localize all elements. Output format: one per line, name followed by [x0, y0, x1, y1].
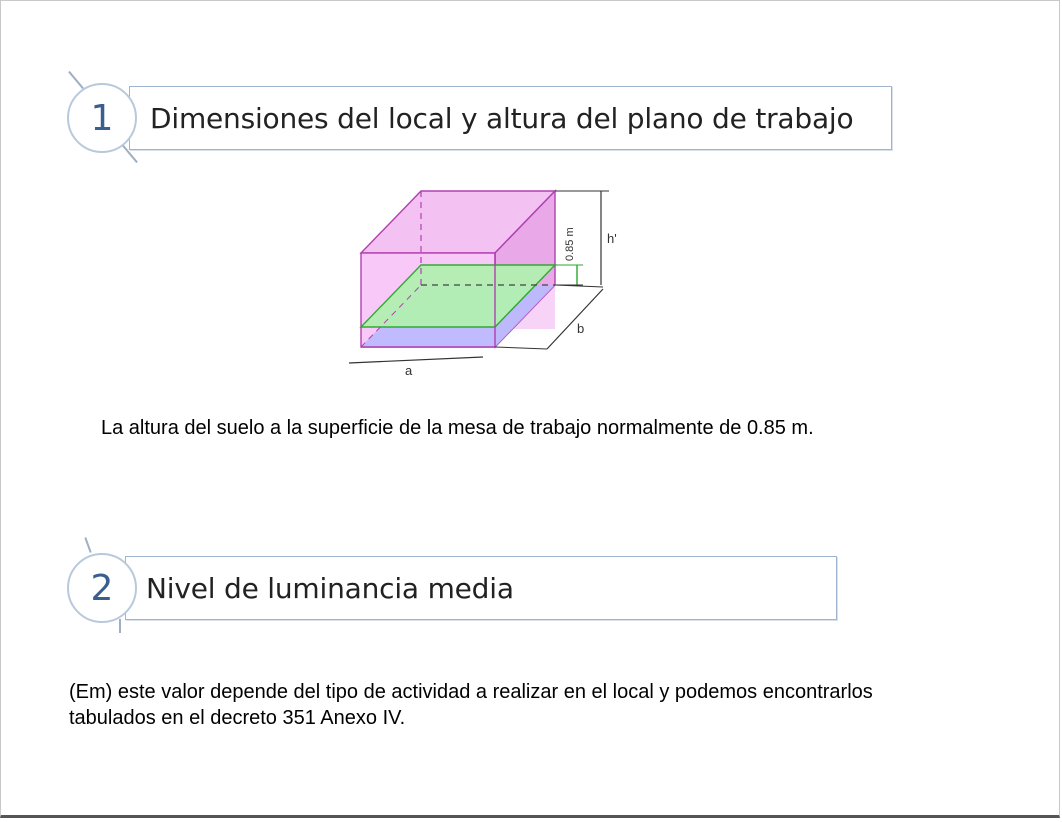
section-1-text: La altura del suelo a la superficie de la mesa de trabajo normalmente de 0.85 m.: [101, 417, 814, 439]
section-1-header: [129, 86, 892, 150]
label-a: a: [405, 363, 413, 378]
label-working-height: 0.85 m: [564, 227, 576, 261]
label-b: b: [577, 321, 585, 336]
section-1-number: 1: [90, 97, 114, 139]
dimension-a-line: [349, 357, 483, 363]
dimension-b-line: [547, 289, 603, 349]
badge-decoration-2b: [119, 619, 121, 633]
section-1-title: Dimensiones del local y altura del plano de trabajo: [150, 101, 854, 135]
room-diagram: [341, 181, 641, 381]
section-2-header: [125, 556, 837, 620]
badge-decoration-1: [68, 71, 84, 89]
section-2-title: Nivel de luminancia media: [146, 571, 514, 605]
badge-decoration-2: [84, 537, 91, 553]
label-h: h': [607, 231, 617, 246]
section-2-text: (Em) este valor depende del tipo de actividad a realizar en el local y podemos encontrarlos tabulados en el decreto 351 Anexo IV.: [69, 681, 873, 729]
section-1-number-badge: [67, 83, 137, 153]
section-2-number: 2: [90, 567, 114, 609]
section-2-number-badge: [67, 553, 137, 623]
